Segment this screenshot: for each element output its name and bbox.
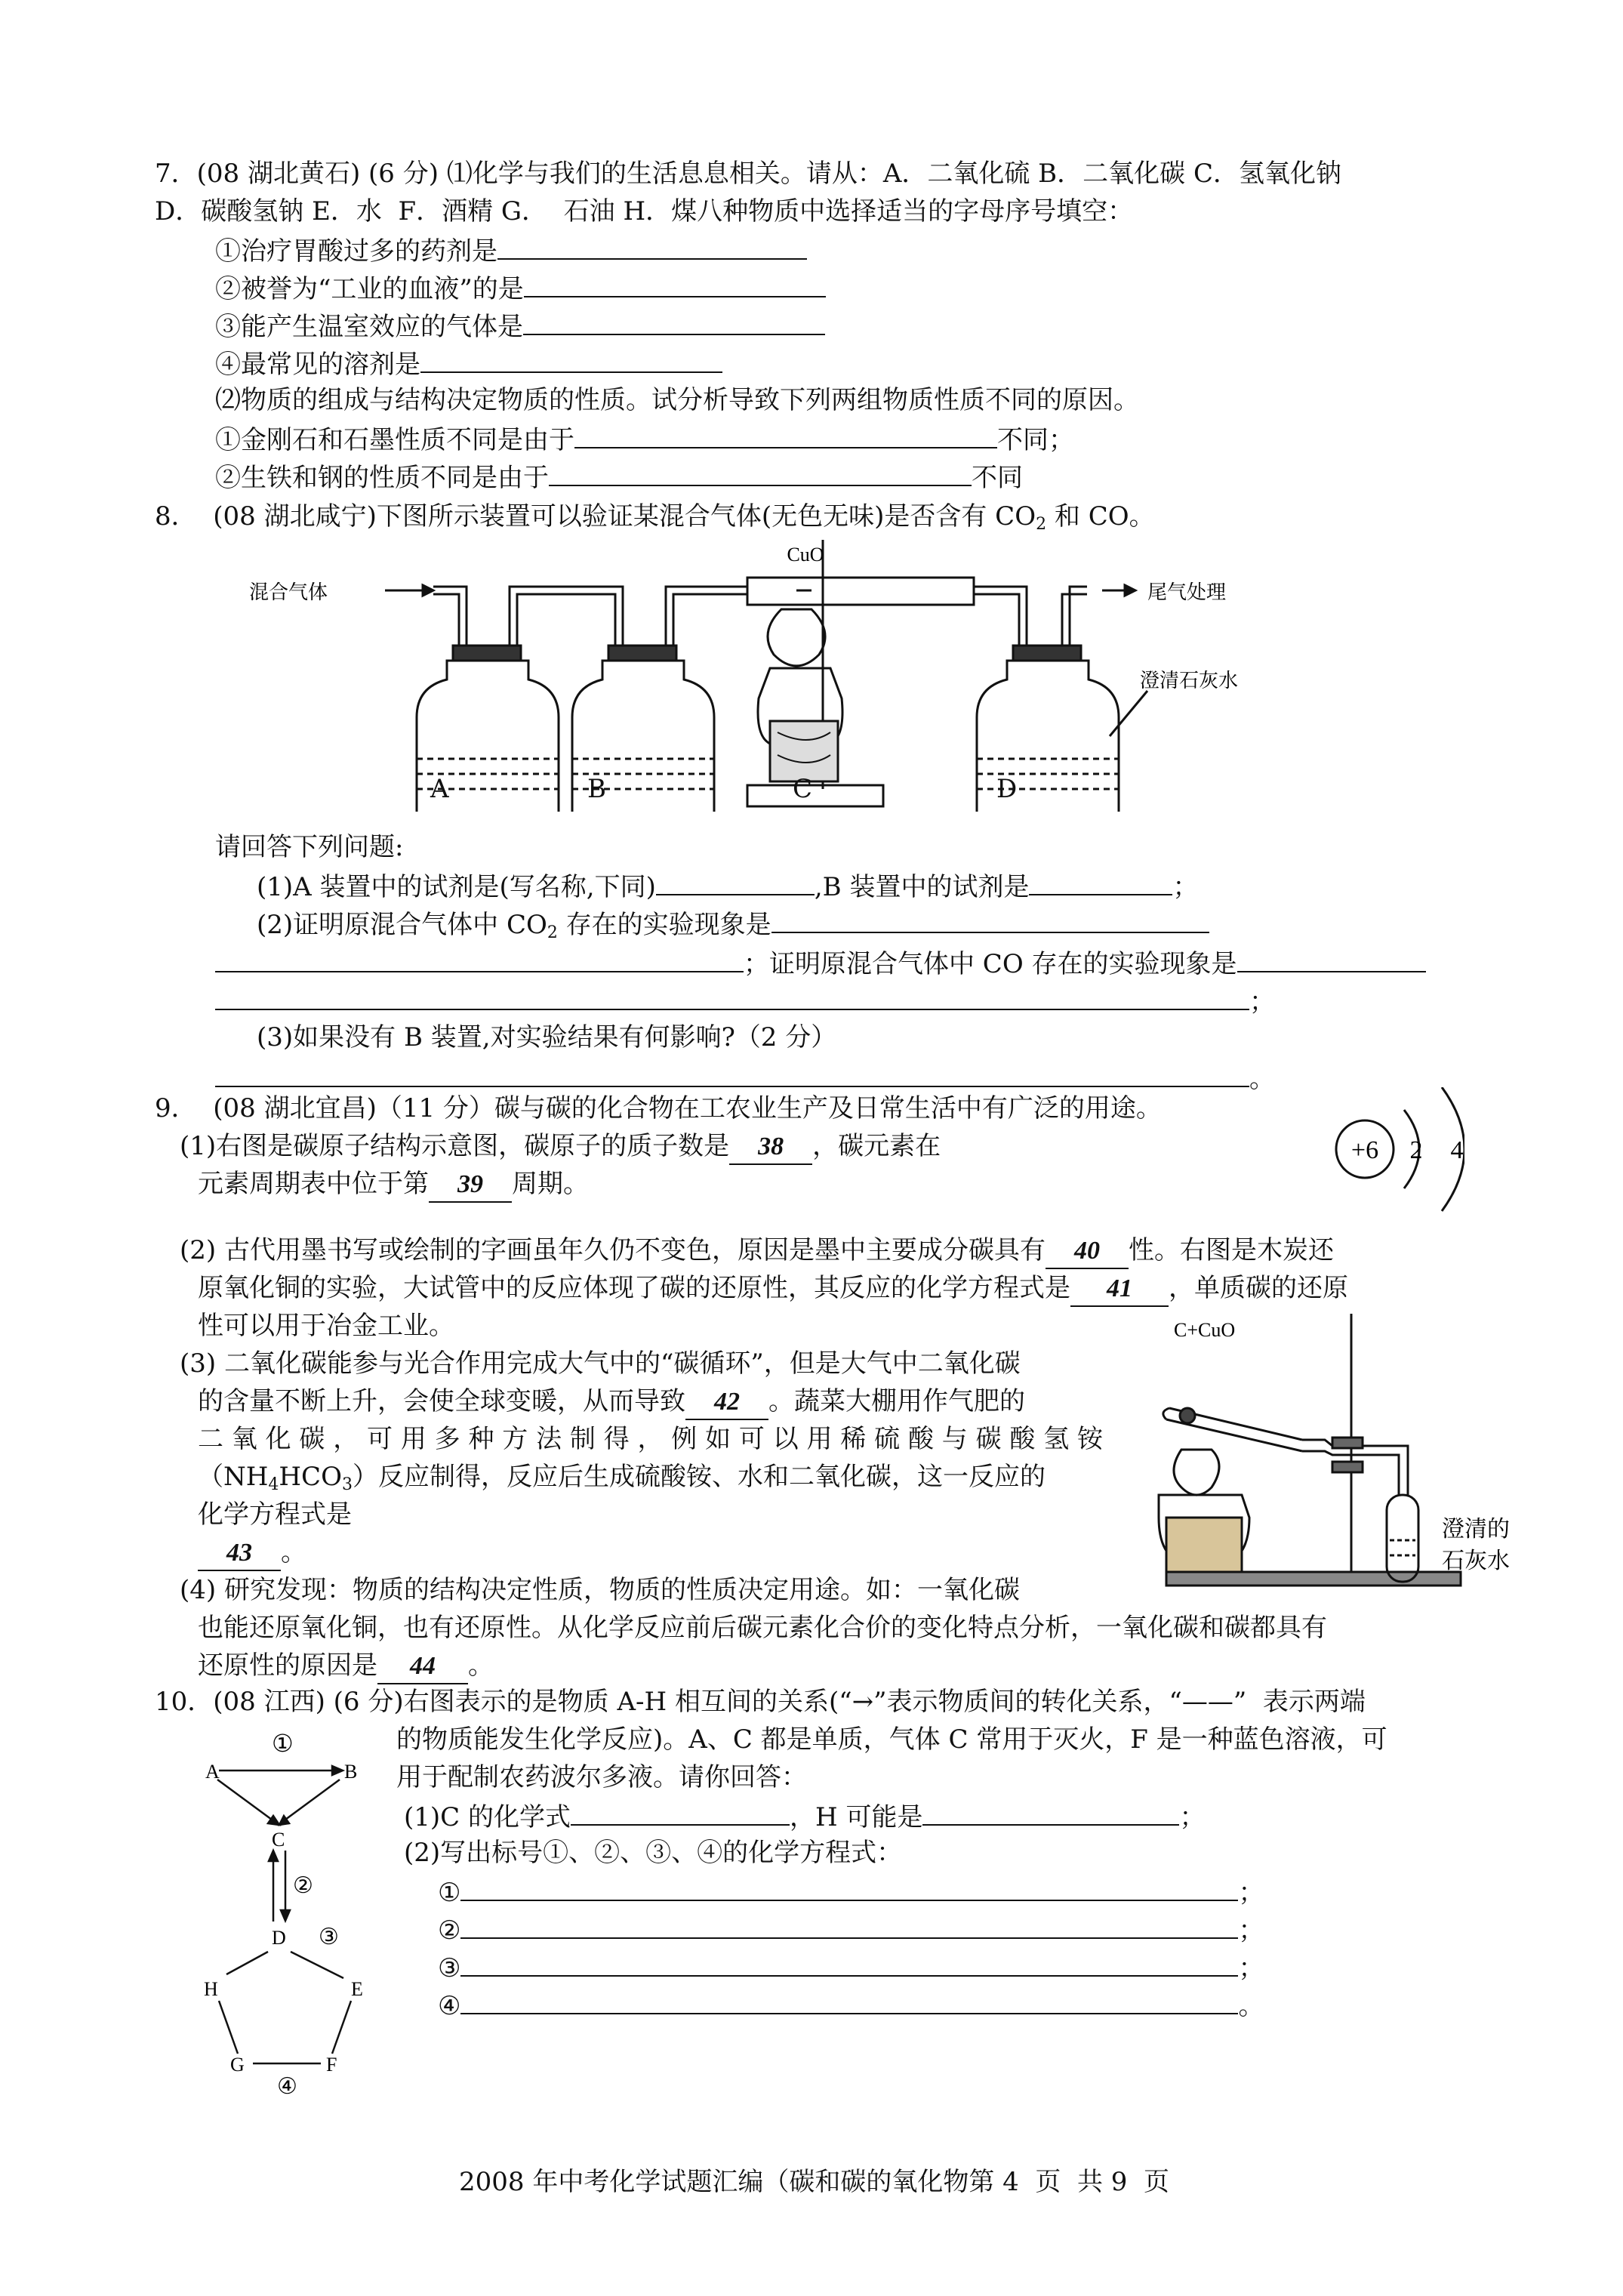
q7-item4-text: ④最常见的溶剂是 [215,350,420,380]
carbon-atom-diagram [1329,1087,1464,1216]
q7-line1: 7．(08 湖北黄石) (6 分) ⑴化学与我们的生活息息相关。请从：A．二氧化硫 B．二氧化碳 C．氢氧化钠 [155,159,1341,189]
bottle-label-b: B [587,774,606,804]
q8-line1-b: 和 CO。 [1046,501,1155,532]
node-h: H [204,1978,218,2000]
q8-s2 [257,906,1209,950]
q10-s1-b: ，H 可能是 [789,1802,923,1832]
q10-eq3 [438,1949,1264,1985]
q7-part2: ⑵物质的组成与结构决定物质的性质。试分析导致下列两组物质性质不同的原因。 [215,385,1139,415]
relationship-diagram [196,1718,393,2095]
node-b: B [344,1761,358,1783]
q9-p3-e-sub2: 3 [341,1475,353,1494]
q9-p2-c: 原氧化铜的实验，大试管中的反应体现了碳的还原性，其反应的化学方程式是 [198,1273,1070,1303]
node-c: C [272,1829,285,1851]
q8-line1 [155,500,1155,541]
q10-line3: 用于配制农药波尔多液。请你回答： [396,1762,807,1792]
q9-p4-c: 还原性的原因是 [198,1650,377,1681]
q9-p3-line1: (3) 二氧化碳能参与光合作用完成大气中的“碳循环”，但是大气中二氧化碳 [180,1348,1021,1379]
mark-1: ① [272,1730,294,1757]
q7-item4 [215,346,722,381]
answer-39: 39 [429,1168,512,1203]
eq1-mark: ① [438,1878,461,1908]
q7-j1 [215,421,1074,457]
answer-blank[interactable] [215,945,744,972]
eq4-end: 。 [1238,1991,1264,2021]
q7-item3 [215,308,825,344]
answer-blank[interactable] [574,421,997,448]
q8-s1-b: ,B 装置中的试剂是 [814,872,1030,902]
answer-blank[interactable] [460,1949,1238,1977]
q8-line1-a: 8． (08 湖北咸宁)下图所示装置可以验证某混合气体(无色无味)是否含有 CO [155,501,1036,532]
q9-p3-c: 。蔬菜大棚用作气肥的 [768,1386,1025,1416]
gas-apparatus-figure [249,540,1268,812]
q9-p2-line2 [198,1271,1348,1307]
inlet-label: 混合气体 [249,581,328,603]
q9-p3-b: 的含量不断上升，会使全球变暖，从而导致 [198,1386,685,1416]
answer-blank[interactable] [215,983,1249,1010]
answer-43: 43 [198,1536,281,1571]
node-g: G [230,2054,245,2076]
eq2-end: ； [1238,1915,1264,1946]
q8-s2-b: 存在的实验现象是 [557,910,771,940]
q8-s2-line2 [215,945,1426,981]
answer-blank[interactable] [771,906,1209,933]
node-e: E [351,1978,363,2000]
answer-blank[interactable] [549,459,972,486]
outlet-label: 尾气处理 [1147,581,1227,603]
q8-s1-c: ； [1172,872,1199,902]
answer-blank[interactable] [460,1987,1238,2014]
answer-blank[interactable] [1237,945,1426,972]
eq4-mark: ④ [438,1991,461,2021]
answer-38: 38 [729,1130,812,1165]
q9-p2-a: (2) 古代用墨书写或绘制的字画虽年久仍不变色，原因是墨中主要成分碳具有 [180,1235,1046,1265]
q8-s3-line [215,1060,1275,1096]
q7-line2: D．碳酸氢钠 E．水 F．酒精 G． 石油 H．煤八种物质中选择适当的字母序号填空： [155,196,1134,227]
q7-j1-text: ①金刚石和石墨性质不同是由于 [215,425,574,455]
q8-ask: 请回答下列问题: [215,832,404,862]
q10-s1-c: ； [1179,1802,1206,1832]
q9-p3-line3: 二 氧 化 碳 ， 可 用 多 种 方 法 制 得 ， 例 如 可 以 用 稀 硫 酸 与 碳 酸 氢 铵 [198,1424,1103,1454]
q9-p3-line2 [198,1385,1025,1420]
q9-p3-line5: 化学方程式是 [198,1499,352,1530]
shell1-count: 2 [1409,1136,1423,1164]
charcoal-reduction-figure [1151,1314,1570,1597]
cuo-label: CuO [787,544,824,566]
q9-p1-line2 [198,1167,589,1203]
q9-p4-line3 [198,1649,494,1684]
answer-blank[interactable] [460,1874,1238,1901]
q7-item1-text: ①治疗胃酸过多的药剂是 [215,236,497,267]
mark-2: ② [293,1873,313,1898]
answer-41: 41 [1070,1272,1169,1307]
q7-j1-end: 不同； [997,425,1074,455]
q7-j2 [215,459,1023,495]
lime-label-2: 石灰水 [1442,1549,1510,1573]
answer-blank[interactable] [524,270,826,297]
q7-item2 [215,270,826,306]
node-a: A [205,1761,220,1783]
answer-42: 42 [685,1385,768,1420]
answer-blank[interactable] [656,868,815,895]
eq2-mark: ② [438,1915,461,1946]
burner-label-c: C [793,774,813,804]
q10-line1: 10．(08 江西) (6 分)右图表示的是物质 A-H 相互间的关系(“→”表示物质间的转化关系，“——” 表示两端 [155,1687,1366,1717]
q8-s2-sub: 2 [547,923,558,942]
answer-blank[interactable] [1029,868,1172,895]
mark-3: ③ [319,1925,339,1949]
q9-p3-g: 。 [281,1537,306,1567]
q9-p4-d: 。 [468,1650,494,1681]
answer-blank[interactable] [215,1060,1249,1087]
answer-blank[interactable] [497,233,807,260]
q8-s1 [257,868,1198,904]
nucleus-label: +6 [1350,1136,1379,1164]
q9-p3-e-sub1: 4 [268,1475,279,1494]
q8-end: 。 [1249,1064,1275,1094]
node-d: D [272,1927,286,1949]
q7-j2-text: ②生铁和钢的性质不同是由于 [215,463,549,493]
q9-p1-a: (1)右图是碳原子结构示意图，碳原子的质子数是 [180,1131,730,1161]
q9-p2-d: ，单质碳的还原 [1169,1273,1348,1303]
mark-4: ④ [277,2074,297,2095]
q7-item3-text: ③能产生温室效应的气体是 [215,312,523,342]
answer-blank[interactable] [460,1912,1238,1939]
q9-p4-line2: 也能还原氧化铜，也有还原性。从化学反应前后碳元素化合价的变化特点分析，一氧化碳和碳都具有 [198,1613,1327,1643]
q9-p3-line6 [198,1536,306,1571]
q9-p3-line4 [198,1460,1046,1502]
q10-eq2 [438,1912,1264,1947]
q10-s1 [404,1798,1205,1834]
q9-p3-e-end: ）反应制得，反应后生成硫酸铵、水和二氧化碳，这一反应的 [352,1462,1046,1492]
q10-line2: 的物质能发生化学反应)。A、C 都是单质，气体 C 常用于灭火，F 是一种蓝色溶液，可 [396,1724,1387,1755]
q7-j2-end: 不同 [972,463,1023,493]
answer-blank[interactable] [922,1798,1179,1826]
answer-44: 44 [377,1650,468,1684]
eq3-end: ； [1238,1953,1264,1983]
q9-p2-line3: 性可以用于冶金工业。 [198,1311,454,1341]
q8-semi: ； [1249,987,1275,1017]
q8-s2-a: (2)证明原混合气体中 CO [257,910,547,940]
node-f: F [326,2054,337,2076]
limewater-label: 澄清石灰水 [1140,670,1239,692]
answer-blank[interactable] [420,346,722,373]
q9-p3-e: （NH [198,1462,269,1492]
eq1-end: ； [1238,1878,1264,1908]
q9-p1-c: 元素周期表中位于第 [198,1169,429,1199]
q9-p3-e-mid: HCO [279,1462,342,1492]
q9-p1-line1 [180,1130,941,1165]
q9-p2-b: 性。右图是木炭还 [1128,1235,1334,1265]
answer-blank[interactable] [571,1798,790,1826]
q7-item1 [215,233,807,268]
q10-eq4 [438,1987,1264,2023]
reagent-label: C+CuO [1174,1319,1236,1341]
q8-s1-a: (1)A 装置中的试剂是(写名称,下同) [257,872,656,902]
q8-s2-c: ；证明原混合气体中 CO 存在的实验现象是 [744,949,1237,979]
q9-p1-d: 周期。 [512,1169,589,1199]
q10-s1-a: (1)C 的化学式 [404,1802,571,1832]
q8-line1-sub: 2 [1036,515,1047,534]
q10-s2: (2)写出标号①、②、③、④的化学方程式： [404,1838,903,1868]
q8-s3: (3)如果没有 B 装置,对实验结果有何影响?（2 分） [257,1022,837,1052]
eq3-mark: ③ [438,1953,461,1983]
bottle-label-a: A [430,774,449,804]
q7-item2-text: ②被誉为“工业的血液”的是 [215,274,524,304]
q9-p1-b: ，碳元素在 [812,1131,941,1161]
q9-p4-line1: (4) 研究发现：物质的结构决定性质，物质的性质决定用途。如：一氧化碳 [180,1575,1020,1605]
q8-s2-line3 [215,983,1275,1019]
answer-blank[interactable] [523,308,825,335]
bottle-label-d: D [996,774,1018,804]
answer-40: 40 [1046,1234,1129,1269]
shell2-count: 4 [1450,1136,1464,1164]
q9-p2-line1 [180,1234,1334,1269]
q10-eq1 [438,1874,1264,1909]
page-footer: 2008 年中考化学试题汇编（碳和碳的氧化物第 4 页 共 9 页 [459,2167,1170,2197]
q9-line1: 9． (08 湖北宜昌)（11 分）碳与碳的化合物在工农业生产及日常生活中有广泛的用途。 [155,1093,1162,1123]
lime-label-1: 澄清的 [1442,1517,1510,1542]
